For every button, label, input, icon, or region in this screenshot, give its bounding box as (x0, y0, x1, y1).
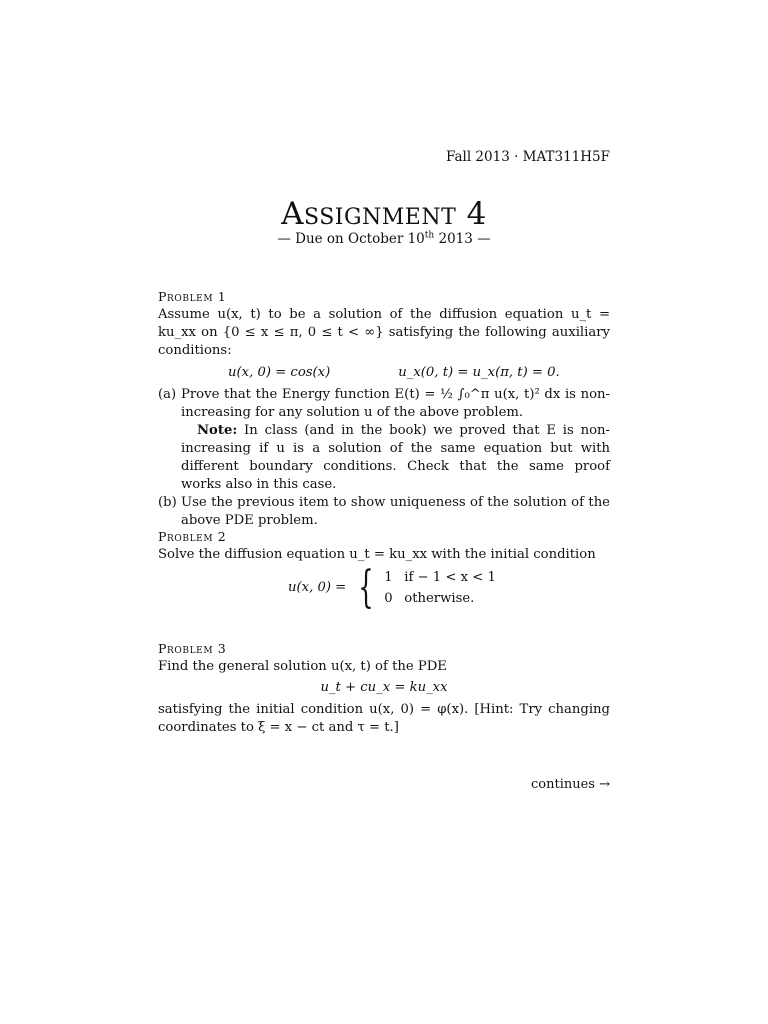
note-label: Note: (197, 423, 238, 438)
problem-1-conditions (158, 360, 610, 386)
item-a-label: (a) (158, 387, 177, 402)
course-header: Fall 2013 · MAT311H5F (446, 149, 610, 165)
note-text: In class (and in the book) we proved that E is non-increasing if u is a solution of the same equation but with different boundary conditions. Check that the same proof works also in this case. (181, 423, 610, 492)
initial-condition: u(x, 0) = cos(x) (228, 365, 331, 380)
piecewise-lhs: u(x, 0) = (288, 580, 347, 595)
due-date (0, 230, 768, 248)
problem-1-title: Problem 1 (158, 289, 227, 304)
item-a-text: Prove that the Energy function E(t) = ½ ∫₀^π u(x, t)² dx is non-increasing for any solution u of the above problem. (181, 387, 610, 420)
case-1-condition: if − 1 < x < 1 (404, 570, 496, 585)
item-b-label: (b) (158, 495, 177, 510)
item-b-text: Use the previous item to show uniqueness of the solution of the above PDE problem. (181, 495, 610, 528)
problem-1 (158, 288, 610, 530)
problem-1-statement: Assume u(x, t) to be a solution of the diffusion equation u_t = ku_xx on {0 ≤ x ≤ π, 0 ≤ t < ∞} satisfying the following auxiliary conditions: (158, 307, 610, 358)
case-1 (384, 567, 496, 588)
left-brace-icon: { (358, 562, 374, 613)
boundary-condition: u_x(0, t) = u_x(π, t) = 0. (398, 365, 560, 380)
problem-1-item-a (158, 386, 610, 422)
problem-3-hint: satisfying the initial condition u(x, 0) = φ(x). [Hint: Try changing coordinates to ξ = x − ct and τ = t.] (158, 702, 610, 735)
problem-3-title: Problem 3 (158, 641, 227, 656)
assignment-title: Assignment 4 (281, 196, 487, 232)
due-date-prefix: — Due on October 10 (277, 231, 425, 247)
case-1-value: 1 (384, 570, 393, 585)
case-2-value: 0 (384, 591, 393, 606)
problem-3-statement: Find the general solution u(x, t) of the PDE (158, 659, 447, 674)
problem-1-note (158, 422, 610, 494)
problem-1-item-b (158, 494, 610, 530)
problem-2 (158, 528, 610, 613)
problem-2-statement: Solve the diffusion equation u_t = ku_xx with the initial condition (158, 547, 596, 562)
continues-label: continues → (531, 777, 610, 792)
case-2 (384, 588, 496, 609)
pde-equation: u_t + cu_x = ku_xx (320, 680, 448, 695)
piecewise-initial-condition (158, 562, 610, 613)
problem-3 (158, 640, 610, 737)
due-date-ordinal: th (424, 230, 435, 241)
due-date-suffix: 2013 — (434, 231, 491, 247)
problem-2-title: Problem 2 (158, 529, 227, 544)
case-2-condition: otherwise. (404, 591, 475, 606)
